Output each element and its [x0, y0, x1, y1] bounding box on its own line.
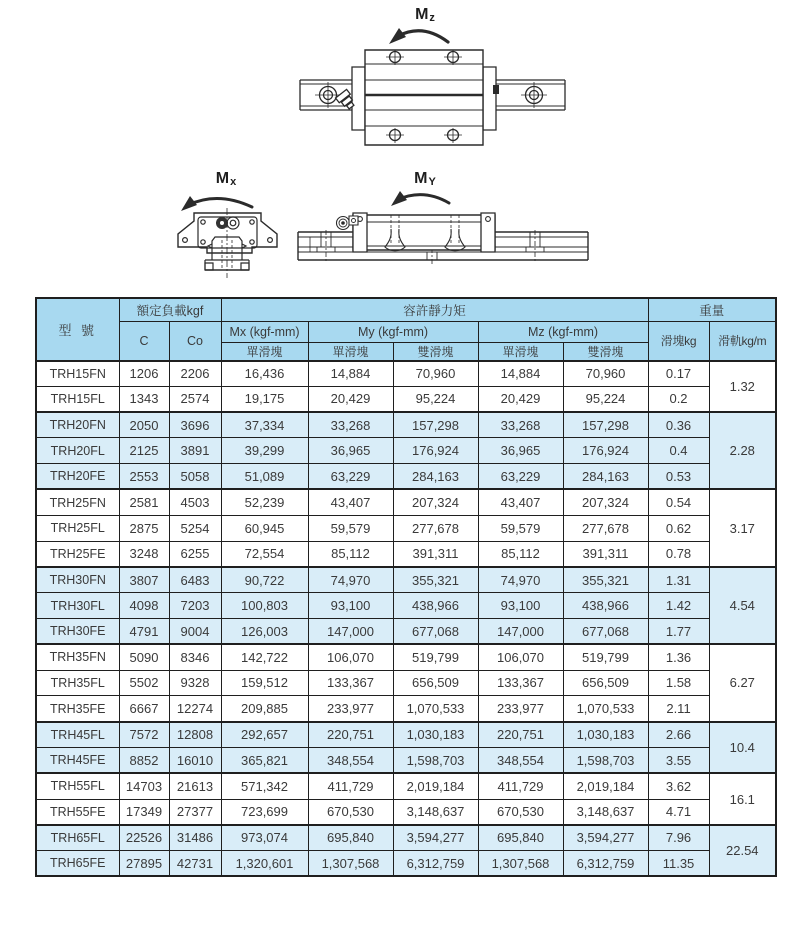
mx-single-cell: 100,803 [221, 593, 308, 619]
my-double-cell: 519,799 [393, 644, 478, 670]
col-header-my-single: 單滑塊 [308, 342, 393, 361]
mz-single-cell: 63,229 [478, 464, 563, 490]
mz-double-cell: 207,324 [563, 489, 648, 515]
block-kg-cell: 3.62 [648, 773, 709, 799]
mz-double-cell: 355,321 [563, 567, 648, 593]
my-diagram-svg [296, 186, 592, 276]
c-cell: 2553 [119, 464, 169, 490]
my-label: MY [414, 170, 436, 188]
c-cell: 14703 [119, 773, 169, 799]
c-cell: 4098 [119, 593, 169, 619]
spec-row-trh30fe [36, 618, 776, 644]
mz-single-cell: 348,554 [478, 747, 563, 773]
c-cell: 1206 [119, 361, 169, 387]
block-kg-cell: 0.53 [648, 464, 709, 490]
mz-double-cell: 95,224 [563, 386, 648, 412]
carriage-block-cross-section [178, 213, 277, 253]
mz-double-cell: 519,799 [563, 644, 648, 670]
col-header-weight: 重量 [648, 298, 776, 321]
rail-weight-cell: 3.17 [709, 489, 776, 566]
mx-single-cell: 973,074 [221, 825, 308, 851]
rail-weight-cell: 1.32 [709, 361, 776, 413]
co-cell: 2574 [169, 386, 221, 412]
block-kg-cell: 7.96 [648, 825, 709, 851]
block-kg-cell: 4.71 [648, 799, 709, 825]
mz-single-cell: 74,970 [478, 567, 563, 593]
my-double-cell: 1,598,703 [393, 747, 478, 773]
spec-row-trh65fe [36, 851, 776, 877]
model-cell: TRH55FE [36, 799, 119, 825]
my-single-cell: 670,530 [308, 799, 393, 825]
spec-row-trh45fe [36, 747, 776, 773]
model-cell: TRH45FE [36, 747, 119, 773]
col-header-my: My (kgf-mm) [308, 321, 478, 342]
col-header-co: Co [169, 321, 221, 361]
my-double-cell: 284,163 [393, 464, 478, 490]
col-header-my-double: 雙滑塊 [393, 342, 478, 361]
rail-weight-cell: 4.54 [709, 567, 776, 644]
mz-double-cell: 176,924 [563, 438, 648, 464]
my-single-cell: 74,970 [308, 567, 393, 593]
model-cell: TRH30FE [36, 618, 119, 644]
block-kg-cell: 0.62 [648, 515, 709, 541]
model-cell: TRH65FL [36, 825, 119, 851]
my-single-cell: 43,407 [308, 489, 393, 515]
my-single-cell: 36,965 [308, 438, 393, 464]
model-cell: TRH35FN [36, 644, 119, 670]
col-header-model: 型 號 [36, 298, 119, 361]
spec-row-trh30fn [36, 567, 776, 593]
my-single-cell: 85,112 [308, 541, 393, 567]
co-cell: 42731 [169, 851, 221, 877]
model-cell: TRH20FE [36, 464, 119, 490]
block-kg-cell: 1.58 [648, 670, 709, 696]
block-kg-cell: 2.66 [648, 722, 709, 748]
mz-double-cell: 3,594,277 [563, 825, 648, 851]
c-cell: 27895 [119, 851, 169, 877]
spec-table [35, 297, 777, 877]
my-single-cell: 233,977 [308, 696, 393, 722]
mx-label: Mx [215, 170, 237, 188]
spec-row-trh35fe [36, 696, 776, 722]
co-cell: 3891 [169, 438, 221, 464]
col-header-mx-single: 單滑塊 [221, 342, 308, 361]
block-kg-cell: 2.11 [648, 696, 709, 722]
co-cell: 5254 [169, 515, 221, 541]
col-header-block-weight: 滑塊kg [648, 321, 709, 361]
my-single-cell: 220,751 [308, 722, 393, 748]
model-cell: TRH65FE [36, 851, 119, 877]
my-double-cell: 391,311 [393, 541, 478, 567]
mz-double-cell: 656,509 [563, 670, 648, 696]
spec-row-trh15fn [36, 361, 776, 387]
my-single-cell: 133,367 [308, 670, 393, 696]
my-single-cell: 1,307,568 [308, 851, 393, 877]
mz-single-cell: 233,977 [478, 696, 563, 722]
block-kg-cell: 0.4 [648, 438, 709, 464]
mx-single-cell: 126,003 [221, 618, 308, 644]
mx-single-cell: 365,821 [221, 747, 308, 773]
model-cell: TRH30FN [36, 567, 119, 593]
mz-double-cell: 391,311 [563, 541, 648, 567]
co-cell: 5058 [169, 464, 221, 490]
c-cell: 17349 [119, 799, 169, 825]
mz-double-cell: 677,068 [563, 618, 648, 644]
mz-double-cell: 438,966 [563, 593, 648, 619]
mz-single-cell: 20,429 [478, 386, 563, 412]
spec-row-trh45fl [36, 722, 776, 748]
my-single-cell: 93,100 [308, 593, 393, 619]
c-cell: 4791 [119, 618, 169, 644]
my-single-cell: 33,268 [308, 412, 393, 438]
mz-single-cell: 411,729 [478, 773, 563, 799]
c-cell: 1343 [119, 386, 169, 412]
my-double-cell: 157,298 [393, 412, 478, 438]
mx-single-cell: 209,885 [221, 696, 308, 722]
my-single-cell: 411,729 [308, 773, 393, 799]
model-cell: TRH15FL [36, 386, 119, 412]
c-cell: 2875 [119, 515, 169, 541]
my-double-cell: 355,321 [393, 567, 478, 593]
block-kg-cell: 11.35 [648, 851, 709, 877]
my-single-cell: 59,579 [308, 515, 393, 541]
col-header-mz-single: 單滑塊 [478, 342, 563, 361]
rail-hole-right [526, 230, 544, 262]
my-double-cell: 70,960 [393, 361, 478, 387]
spec-row-trh20fe [36, 464, 776, 490]
c-cell: 5090 [119, 644, 169, 670]
rail-hole-left [317, 230, 335, 262]
c-cell: 3807 [119, 567, 169, 593]
my-double-cell: 1,070,533 [393, 696, 478, 722]
co-cell: 27377 [169, 799, 221, 825]
mz-single-cell: 33,268 [478, 412, 563, 438]
model-cell: TRH30FL [36, 593, 119, 619]
mx-single-cell: 60,945 [221, 515, 308, 541]
my-double-cell: 2,019,184 [393, 773, 478, 799]
mx-diagram-svg [172, 190, 292, 286]
model-cell: TRH15FN [36, 361, 119, 387]
mz-double-cell: 157,298 [563, 412, 648, 438]
mz-double-cell: 284,163 [563, 464, 648, 490]
mz-single-cell: 670,530 [478, 799, 563, 825]
c-cell: 2050 [119, 412, 169, 438]
mx-single-cell: 1,320,601 [221, 851, 308, 877]
rail-weight-cell: 16.1 [709, 773, 776, 825]
spec-row-trh25fl [36, 515, 776, 541]
mz-single-cell: 85,112 [478, 541, 563, 567]
spec-row-trh20fl [36, 438, 776, 464]
section-mark [493, 85, 499, 94]
block-kg-cell: 1.77 [648, 618, 709, 644]
co-cell: 31486 [169, 825, 221, 851]
model-cell: TRH20FN [36, 412, 119, 438]
spec-row-trh55fe [36, 799, 776, 825]
rail-weight-cell: 10.4 [709, 722, 776, 774]
col-header-mz: Mz (kgf-mm) [478, 321, 648, 342]
my-single-cell: 147,000 [308, 618, 393, 644]
mz-double-cell: 1,598,703 [563, 747, 648, 773]
my-single-cell: 20,429 [308, 386, 393, 412]
spec-row-trh25fe [36, 541, 776, 567]
model-cell: TRH35FE [36, 696, 119, 722]
co-cell: 9004 [169, 618, 221, 644]
block-kg-cell: 0.36 [648, 412, 709, 438]
spec-row-trh30fl [36, 593, 776, 619]
block-kg-cell: 1.36 [648, 644, 709, 670]
co-cell: 16010 [169, 747, 221, 773]
mz-double-cell: 277,678 [563, 515, 648, 541]
mz-single-cell: 147,000 [478, 618, 563, 644]
model-cell: TRH45FL [36, 722, 119, 748]
mz-diagram-svg [296, 4, 576, 150]
my-double-cell: 176,924 [393, 438, 478, 464]
mx-single-cell: 52,239 [221, 489, 308, 515]
my-double-cell: 438,966 [393, 593, 478, 619]
spec-row-trh55fl [36, 773, 776, 799]
col-header-c: C [119, 321, 169, 361]
my-double-cell: 677,068 [393, 618, 478, 644]
mx-single-cell: 142,722 [221, 644, 308, 670]
rail-weight-cell: 22.54 [709, 825, 776, 877]
mx-single-cell: 19,175 [221, 386, 308, 412]
mz-single-cell: 1,307,568 [478, 851, 563, 877]
mz-double-cell: 70,960 [563, 361, 648, 387]
block-kg-cell: 0.78 [648, 541, 709, 567]
c-cell: 5502 [119, 670, 169, 696]
my-double-cell: 6,312,759 [393, 851, 478, 877]
block-kg-cell: 3.55 [648, 747, 709, 773]
co-cell: 21613 [169, 773, 221, 799]
co-cell: 2206 [169, 361, 221, 387]
mz-label: Mz [415, 6, 435, 24]
mz-double-cell: 1,070,533 [563, 696, 648, 722]
model-cell: TRH35FL [36, 670, 119, 696]
my-rotation-arrow-icon [391, 191, 449, 206]
mx-single-cell: 16,436 [221, 361, 308, 387]
co-cell: 7203 [169, 593, 221, 619]
co-cell: 9328 [169, 670, 221, 696]
col-header-mx: Mx (kgf-mm) [221, 321, 308, 342]
my-single-cell: 63,229 [308, 464, 393, 490]
col-header-rated-load: 額定負載kgf [119, 298, 221, 321]
c-cell: 7572 [119, 722, 169, 748]
mz-single-cell: 43,407 [478, 489, 563, 515]
mz-single-cell: 106,070 [478, 644, 563, 670]
spec-row-trh35fl [36, 670, 776, 696]
spec-row-trh25fn [36, 489, 776, 515]
my-double-cell: 1,030,183 [393, 722, 478, 748]
c-cell: 2581 [119, 489, 169, 515]
my-single-cell: 106,070 [308, 644, 393, 670]
c-cell: 2125 [119, 438, 169, 464]
mz-double-cell: 6,312,759 [563, 851, 648, 877]
model-cell: TRH55FL [36, 773, 119, 799]
spec-row-trh20fn [36, 412, 776, 438]
mx-single-cell: 159,512 [221, 670, 308, 696]
mz-double-cell: 3,148,637 [563, 799, 648, 825]
c-cell: 22526 [119, 825, 169, 851]
my-single-cell: 348,554 [308, 747, 393, 773]
my-single-cell: 14,884 [308, 361, 393, 387]
mz-single-cell: 220,751 [478, 722, 563, 748]
spec-table-body [36, 361, 776, 877]
model-cell: TRH20FL [36, 438, 119, 464]
co-cell: 4503 [169, 489, 221, 515]
block-kg-cell: 0.54 [648, 489, 709, 515]
block-kg-cell: 1.31 [648, 567, 709, 593]
c-cell: 3248 [119, 541, 169, 567]
mz-rotation-arrow-icon [389, 28, 448, 44]
c-cell: 8852 [119, 747, 169, 773]
my-double-cell: 3,594,277 [393, 825, 478, 851]
my-double-cell: 3,148,637 [393, 799, 478, 825]
mx-single-cell: 39,299 [221, 438, 308, 464]
mz-single-cell: 36,965 [478, 438, 563, 464]
mx-single-cell: 72,554 [221, 541, 308, 567]
my-double-cell: 95,224 [393, 386, 478, 412]
my-double-cell: 656,509 [393, 670, 478, 696]
mz-single-cell: 59,579 [478, 515, 563, 541]
my-single-cell: 695,840 [308, 825, 393, 851]
model-cell: TRH25FN [36, 489, 119, 515]
mz-single-cell: 695,840 [478, 825, 563, 851]
col-header-rail-weight: 滑軌kg/m [709, 321, 776, 361]
model-cell: TRH25FL [36, 515, 119, 541]
my-double-cell: 207,324 [393, 489, 478, 515]
mz-single-cell: 133,367 [478, 670, 563, 696]
co-cell: 6483 [169, 567, 221, 593]
my-double-cell: 277,678 [393, 515, 478, 541]
mx-single-cell: 723,699 [221, 799, 308, 825]
col-header-static-moment: 容許靜力矩 [221, 298, 648, 321]
c-cell: 6667 [119, 696, 169, 722]
co-cell: 6255 [169, 541, 221, 567]
mx-single-cell: 292,657 [221, 722, 308, 748]
mz-single-cell: 93,100 [478, 593, 563, 619]
mx-single-cell: 571,342 [221, 773, 308, 799]
spec-row-trh65fl [36, 825, 776, 851]
block-kg-cell: 0.2 [648, 386, 709, 412]
mz-double-cell: 2,019,184 [563, 773, 648, 799]
spec-row-trh15fl [36, 386, 776, 412]
model-cell: TRH25FE [36, 541, 119, 567]
mx-single-cell: 37,334 [221, 412, 308, 438]
carriage-block-top-view [352, 50, 499, 145]
mz-double-cell: 1,030,183 [563, 722, 648, 748]
co-cell: 8346 [169, 644, 221, 670]
co-cell: 3696 [169, 412, 221, 438]
co-cell: 12274 [169, 696, 221, 722]
mx-single-cell: 51,089 [221, 464, 308, 490]
rail-right [496, 80, 565, 110]
carriage-block-side-view [353, 213, 495, 252]
mx-single-cell: 90,722 [221, 567, 308, 593]
block-kg-cell: 1.42 [648, 593, 709, 619]
col-header-mz-double: 雙滑塊 [563, 342, 648, 361]
mz-single-cell: 14,884 [478, 361, 563, 387]
rail-weight-cell: 6.27 [709, 644, 776, 721]
spec-row-trh35fn [36, 644, 776, 670]
mx-rotation-arrow-icon [181, 196, 252, 211]
co-cell: 12808 [169, 722, 221, 748]
rail-weight-cell: 2.28 [709, 412, 776, 489]
block-kg-cell: 0.17 [648, 361, 709, 387]
